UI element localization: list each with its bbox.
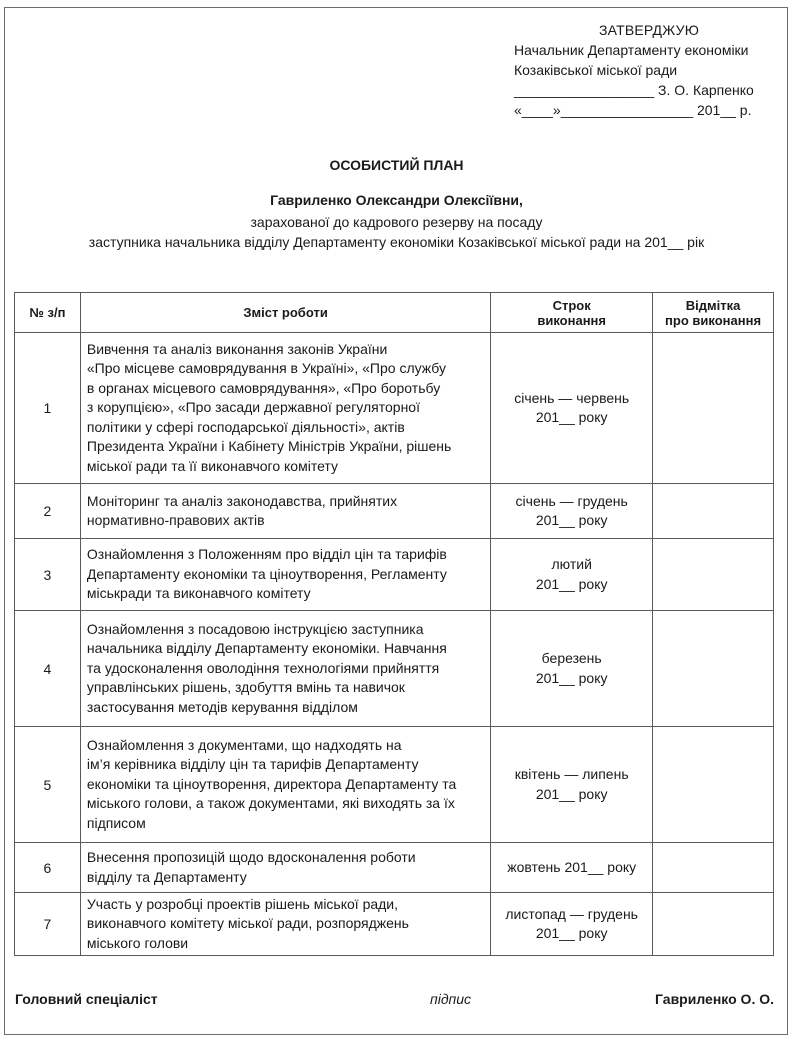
row-term-line: 201__ року <box>535 785 608 802</box>
row-term-line: березень <box>541 650 602 666</box>
person-name: Гавриленко Олександри Олексіївни, <box>270 192 523 208</box>
row-content-line: міського голови <box>86 934 189 951</box>
row-term <box>491 893 653 956</box>
header-mark-line2: про виконання <box>665 312 762 328</box>
row-term-line: жовтень 201__ року <box>507 858 637 875</box>
table-header-row <box>15 293 774 333</box>
row-content <box>80 333 490 484</box>
row-term-line: 201__ року <box>535 669 608 686</box>
row-content <box>80 484 490 539</box>
approval-position-line1: Начальник Департаменту економіки <box>514 42 749 58</box>
row-term-line: 201__ року <box>535 409 608 425</box>
row-content-line: політики у сфері господарської діяльності», актів <box>86 418 405 435</box>
row-number: 5 <box>15 727 81 843</box>
row-content-line: Внесення пропозицій щодо вдосконалення роботи <box>86 849 416 865</box>
position-line: заступника начальника відділу Департаменту економіки Козаківської міської ради на 201__ рік <box>88 234 705 250</box>
header-content: Зміст роботи <box>80 293 490 333</box>
row-content-line: відділу та Департаменту <box>86 868 247 885</box>
row-number: 3 <box>15 539 81 611</box>
header-mark-line1: Відмітка <box>685 297 741 313</box>
row-number: 7 <box>15 893 81 956</box>
row-term-line: 201__ року <box>535 512 608 528</box>
row-term <box>491 611 653 727</box>
row-content-line: начальника відділу Департаменту економіки. Навчання <box>86 640 447 657</box>
row-content-line: підписом <box>86 814 146 831</box>
header-term-line2: виконання <box>537 312 606 328</box>
row-mark <box>653 484 774 539</box>
row-content <box>80 843 490 893</box>
row-content-line: Ознайомлення з документами, що надходять на <box>86 736 402 753</box>
row-content <box>80 539 490 611</box>
table-row <box>15 727 774 843</box>
row-content <box>80 727 490 843</box>
row-content-line: ім’я керівника відділу цін та тарифів Департаменту <box>86 756 419 773</box>
row-term-line: лютий <box>551 556 592 572</box>
row-mark <box>653 611 774 727</box>
row-number: 2 <box>15 484 81 539</box>
approval-signature-line: __________________ З. О. Карпенко <box>514 82 754 98</box>
row-number: 4 <box>15 611 81 727</box>
approval-block <box>514 20 784 120</box>
row-content-line: виконавчого комітету міської ради, розпоряджень <box>86 915 409 932</box>
header-mark <box>653 293 774 333</box>
row-term <box>491 539 653 611</box>
approval-date-line: «____»_________________ 201__ р. <box>514 102 752 118</box>
row-term-line: 201__ року <box>535 575 608 592</box>
header-term-line1: Строк <box>552 297 591 313</box>
row-term-line: січень — грудень <box>515 492 628 509</box>
row-mark <box>653 893 774 956</box>
header-num: № з/п <box>15 293 81 333</box>
row-number: 6 <box>15 843 81 893</box>
row-term-line: 201__ року <box>535 925 608 941</box>
row-content-line: управлінських рішень, здобуття вмінь та навичок <box>86 679 405 696</box>
row-content-line: Департаменту економіки та ціноутворення, Регламенту <box>86 565 447 582</box>
row-content-line: Вивчення та аналіз виконання законів України <box>86 340 388 357</box>
table-row <box>15 893 774 956</box>
row-content-line: Ознайомлення з посадовою інструкцією заступника <box>86 620 424 637</box>
row-mark <box>653 843 774 893</box>
row-content-line: та удосконалення оволодіння технологіями прийняття <box>86 659 440 676</box>
row-content-line: Ознайомлення з Положенням про відділ цін та тарифів <box>86 546 447 563</box>
row-mark <box>653 333 774 484</box>
row-content-line: міськради та виконавчого комітету <box>86 585 311 602</box>
reserve-line: зарахованої до кадрового резерву на посаду <box>250 214 543 230</box>
approval-heading: ЗАТВЕРДЖУЮ <box>599 22 700 38</box>
row-content-line: з корупцією», «Про засади державної регуляторної <box>86 399 420 416</box>
row-number: 1 <box>15 333 81 484</box>
table-row <box>15 611 774 727</box>
row-term <box>491 843 653 893</box>
row-content-line: економіки та ціноутворення, директора Департаменту та <box>86 775 457 792</box>
header-term <box>491 293 653 333</box>
table-row <box>15 484 774 539</box>
row-content-line: застосування методів керування відділом <box>86 698 358 715</box>
row-mark <box>653 727 774 843</box>
document-title: ОСОБИСТИЙ ПЛАН <box>329 157 464 173</box>
row-content-line: Участь у розробці проектів рішень міської ради, <box>86 895 399 912</box>
row-content-line: нормативно-правових актів <box>86 512 265 528</box>
plan-table <box>14 292 774 956</box>
row-term-line: квітень — липень <box>514 766 629 782</box>
footer-name: Гавриленко О. О. <box>655 991 774 1007</box>
table-row <box>15 843 774 893</box>
footer-position: Головний спеціаліст <box>15 991 158 1007</box>
table-row <box>15 333 774 484</box>
row-content-line: міської ради та її виконавчого комітету <box>86 457 338 474</box>
approval-position-line2: Козаківської міської ради <box>514 62 678 78</box>
row-content-line: в органах місцевого самоврядування», «Про боротьбу <box>86 379 441 396</box>
row-term <box>491 484 653 539</box>
row-term-line: січень — червень <box>514 389 630 406</box>
row-content-line: міського голови, а також документами, які виходять за їх <box>86 795 455 812</box>
row-content-line: Президента України і Кабінету Міністрів України, рішень <box>86 438 452 455</box>
table-row <box>15 539 774 611</box>
row-mark <box>653 539 774 611</box>
row-content-line: Моніторинг та аналіз законодавства, прийнятих <box>86 492 398 509</box>
row-content-line: «Про місцеве самоврядування в Україні», «Про службу <box>86 360 447 377</box>
row-term-line: листопад — грудень <box>505 905 638 922</box>
row-content <box>80 893 490 956</box>
footer-signature: підпис <box>430 991 472 1007</box>
row-content <box>80 611 490 727</box>
row-term <box>491 333 653 484</box>
row-term <box>491 727 653 843</box>
